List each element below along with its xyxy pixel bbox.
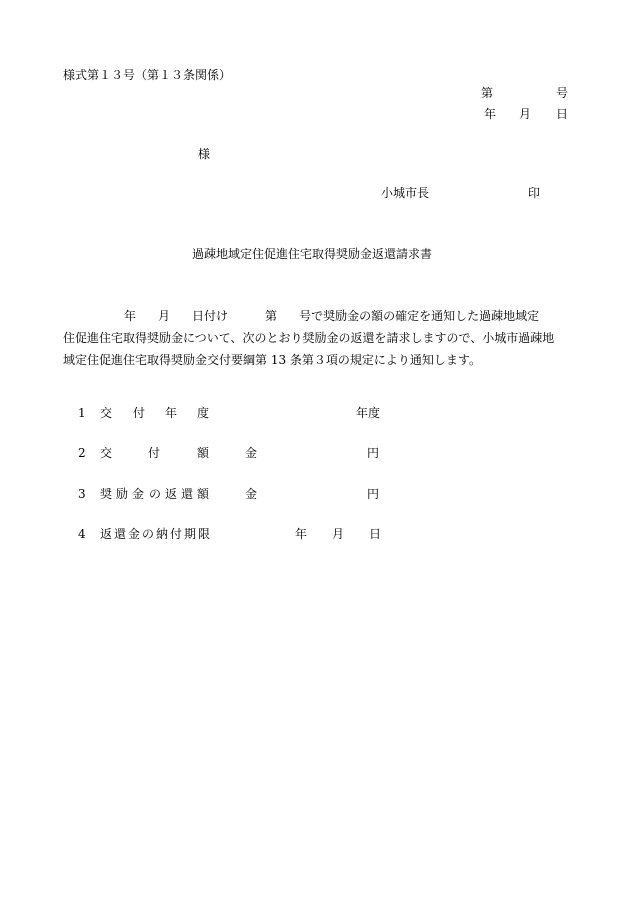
issuer-title: 小城市長 bbox=[381, 186, 430, 200]
item-refund-deadline bbox=[0, 526, 630, 542]
item-label-char: 付 bbox=[170, 527, 183, 541]
body-dai: 第 bbox=[265, 309, 278, 323]
body-line-1 bbox=[63, 305, 583, 327]
form-number: 様式第１３号（第１３条関係） bbox=[63, 68, 232, 82]
document-number-prefix: 第 bbox=[481, 86, 494, 100]
deadline-month: 月 bbox=[332, 527, 345, 541]
deadline-year: 年 bbox=[295, 527, 308, 541]
item-label-char: 返 bbox=[100, 527, 113, 541]
item-label-char: 交 bbox=[100, 446, 113, 460]
item-label-char: 交 bbox=[100, 406, 113, 420]
item-label-char: 期 bbox=[184, 527, 197, 541]
item-number: 4 bbox=[78, 527, 86, 541]
item-label-char: 額 bbox=[197, 487, 210, 501]
body-month: 月 bbox=[158, 309, 171, 323]
body-line-1-rest: 号で奨励金の額の確定を通知した過疎地域定 bbox=[299, 309, 540, 323]
item-label-char: 限 bbox=[198, 527, 211, 541]
item-grant-fiscal-year bbox=[0, 405, 630, 421]
item-label-char: 金 bbox=[128, 527, 141, 541]
item-number: 2 bbox=[78, 446, 86, 460]
document-number-suffix: 号 bbox=[556, 86, 569, 100]
body-year: 年 bbox=[124, 309, 137, 323]
item-value-prefix: 金 bbox=[245, 487, 258, 501]
item-label-char: 付 bbox=[148, 446, 161, 460]
item-label-char: 額 bbox=[197, 446, 210, 460]
body-paragraph bbox=[63, 305, 583, 371]
deadline-day: 日 bbox=[369, 527, 382, 541]
item-label-char: 付 bbox=[133, 406, 146, 420]
body-line-2: 住促進住宅取得奨励金について、次のとおり奨励金の返還を請求しますので、小城市過疎地 bbox=[63, 331, 555, 345]
issue-date-day: 日 bbox=[556, 107, 569, 121]
item-label-char: 金 bbox=[132, 487, 145, 501]
issue-date-year: 年 bbox=[484, 107, 497, 121]
item-number: 1 bbox=[78, 406, 86, 420]
addressee-suffix: 様 bbox=[198, 147, 211, 161]
document-title: 過疎地域定住促進住宅取得奨励金返還請求書 bbox=[192, 247, 433, 261]
item-label-char: 度 bbox=[197, 406, 210, 420]
item-value-suffix: 円 bbox=[367, 487, 380, 501]
item-label-char: の bbox=[149, 487, 162, 501]
item-label-char: 還 bbox=[181, 487, 194, 501]
item-value-suffix: 円 bbox=[367, 446, 380, 460]
item-label-char: 還 bbox=[114, 527, 127, 541]
item-value-prefix: 金 bbox=[245, 446, 258, 460]
item-label-char: 納 bbox=[156, 527, 169, 541]
item-value-suffix: 年度 bbox=[356, 406, 381, 420]
seal-mark: 印 bbox=[528, 186, 541, 200]
item-label-char: 年 bbox=[165, 406, 178, 420]
item-label-char: 励 bbox=[116, 487, 129, 501]
item-label-char: 返 bbox=[165, 487, 178, 501]
item-number: 3 bbox=[78, 487, 86, 501]
item-label-char: 奨 bbox=[100, 487, 113, 501]
item-refund-amount bbox=[0, 486, 630, 502]
item-label-char: の bbox=[142, 527, 155, 541]
body-line-3: 域定住促進住宅取得奨励金交付要綱第 13 条第３項の規定により通知します。 bbox=[63, 353, 481, 367]
body-dated: 日付け bbox=[192, 309, 229, 323]
issue-date-month: 月 bbox=[519, 107, 532, 121]
item-grant-amount bbox=[0, 445, 630, 461]
